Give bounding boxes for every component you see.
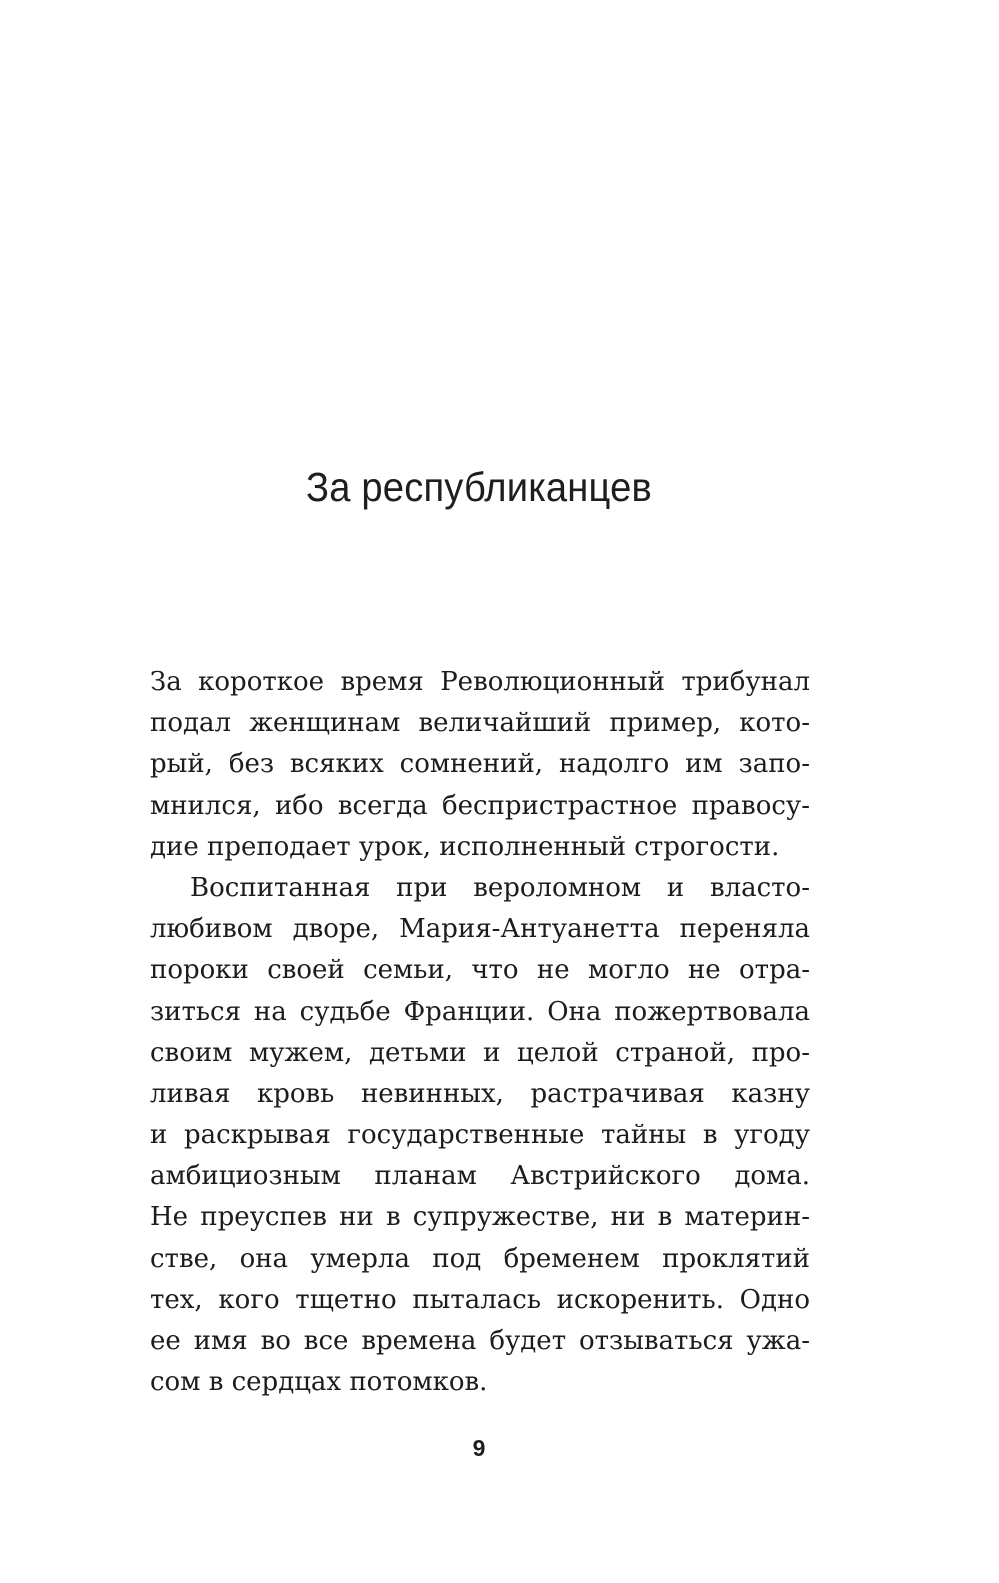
- body-text: [150, 662, 810, 1403]
- text-line: сом в сердцах потомков.: [150, 1367, 488, 1398]
- text-line: За короткое время Революционный трибунал: [150, 667, 810, 697]
- text-line: Воспитанная при вероломном и власто-: [190, 872, 810, 903]
- text-line: и раскрывая государственные тайны в угоду: [150, 1120, 810, 1151]
- text-line: ее имя во все времена будет отзываться ужа-: [150, 1326, 810, 1356]
- text-line: пороки своей семьи, что не могло не отра-: [150, 955, 810, 986]
- text-line: любивом дворе, Мария-Антуанетта переняла: [150, 914, 810, 945]
- text-line: амбициозным планам Австрийского дома.: [150, 1161, 810, 1192]
- text-line: ливая кровь невинных, растрачивая казну: [150, 1078, 810, 1109]
- text-line: Не преуспев ни в супружестве, ни в материн-: [150, 1202, 810, 1233]
- paragraph-2: [150, 868, 810, 1403]
- text-line: тех, кого тщетно пыталась искоренить. Одно: [150, 1284, 810, 1315]
- text-line: мнился, ибо всегда беспристрастное правосу-: [150, 790, 810, 821]
- chapter-title: За республиканцев: [306, 464, 652, 510]
- text-line: зиться на судьбе Франции. Она пожертвовала: [150, 996, 810, 1027]
- text-line: подал женщинам величайший пример, кото-: [150, 708, 810, 739]
- paragraph-1: [150, 662, 810, 868]
- text-line: рый, без всяких сомнений, надолго им запо-: [150, 749, 810, 780]
- text-line: своим мужем, детьми и целой страной, про-: [150, 1037, 810, 1068]
- text-line: дие преподает урок, исполненный строгости.: [150, 831, 780, 862]
- text-line: стве, она умерла под бременем проклятий: [150, 1243, 810, 1274]
- page-number: 9: [472, 1435, 486, 1461]
